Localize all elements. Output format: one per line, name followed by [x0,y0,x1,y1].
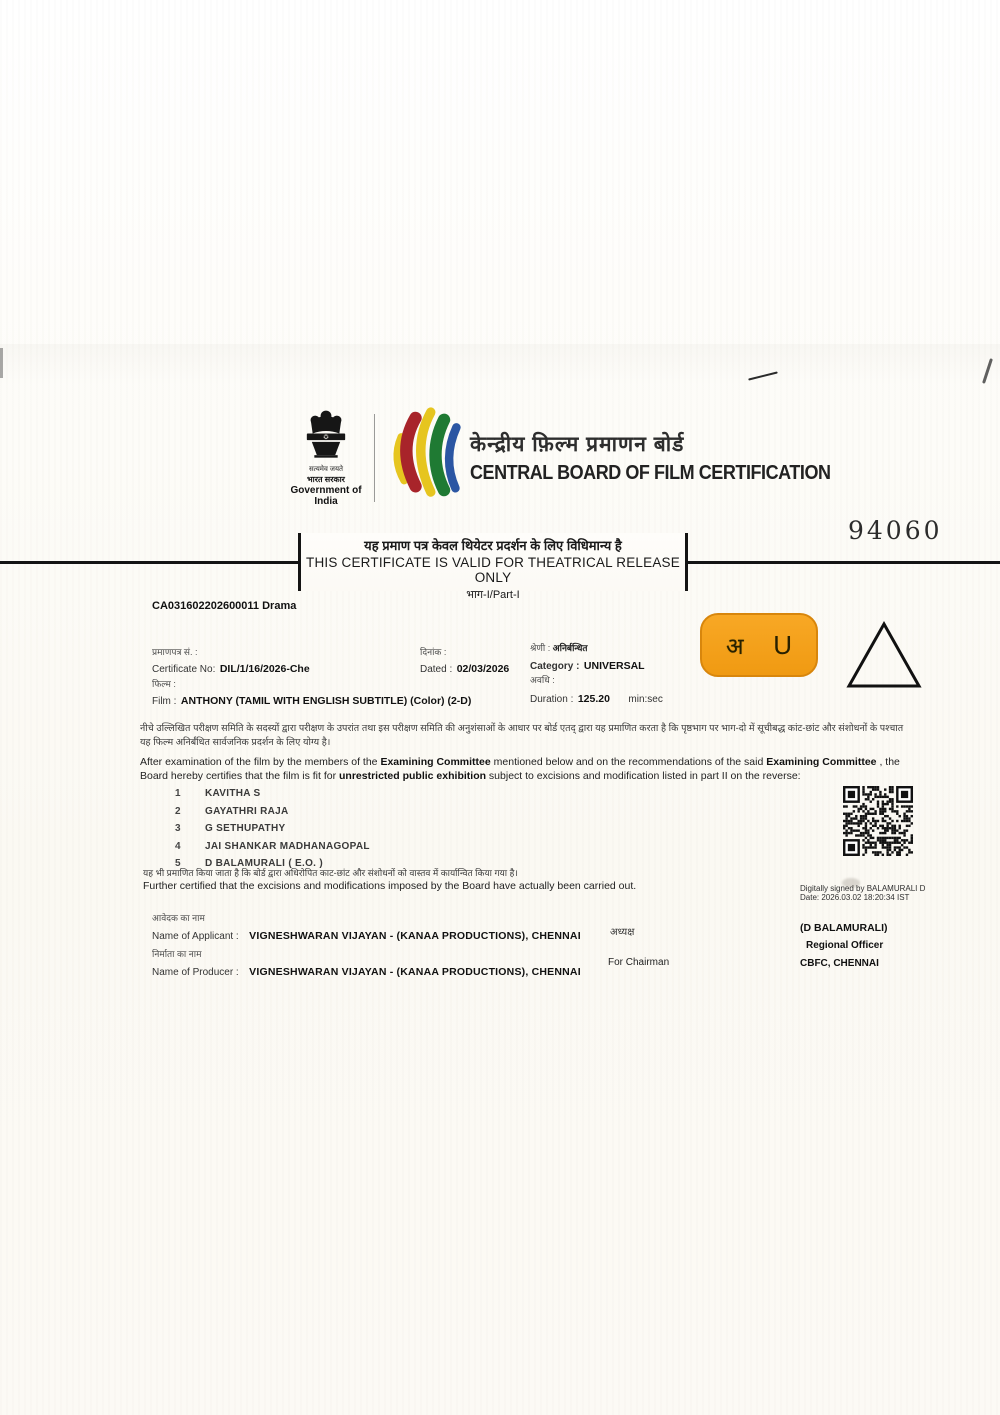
category-label-hindi: श्रेणी : अनिर्बन्धित [530,643,588,653]
part-label: भाग-I/Part-I [466,589,520,601]
category-label: Category : [530,661,580,672]
duration-label: Duration : [530,694,574,705]
scan-edge-mark [0,348,3,378]
rating-english-letter: U [773,629,792,660]
validity-box [298,533,688,601]
rating-badge [700,613,818,677]
committee-member-row: 1 KAVITHA S [175,788,261,799]
triangle-mark-icon [845,620,923,695]
dated-row [420,659,509,677]
cbfc-logo-icon [388,404,464,509]
producer-value: VIGNESHWARAN VIJAYAN - (KANAA PRODUCTIONS), CHENNAI [249,966,581,978]
carried-out-hindi: यह भी प्रमाणित किया जाता है कि बोर्ड द्वारा अधिरोपित काट-छांट और संशोधनों को वास्तव में कार्यान्वित किया गया है। [143,868,518,878]
applicant-row [152,926,581,944]
reference-number: CA031602202600011 Drama [152,600,297,612]
category-row [530,656,645,674]
dated-label-hindi: दिनांक : [420,647,447,657]
chairman-label-hindi: अध्यक्ष [610,927,635,938]
certification-paragraph-english: After examination of the film by the members of the Examining Committee mentioned below and on the recommendations of the said Examining Committee , the Board hereby certifies that the film is fit for unrestricted public exhibition subject to excisions and modification listed in part II on the reverse: [140,756,900,782]
applicant-label-hindi: आवेदक का नाम [152,913,205,923]
applicant-value: VIGNESHWARAN VIJAYAN - (KANAA PRODUCTIONS), CHENNAI [249,930,581,942]
certification-paragraph-hindi: नीचे उल्लिखित परीक्षण समिति के सदस्यों द्वारा परीक्षण के उपरांत तथा इस परीक्षण समिति की अनुशंसाओं के आधार पर बोर्ड एतद् द्वारा यह प्रमाणित करता है कि पृष्ठभाग पर भाग-दो में सूचीबद्ध कांट-छांट और संशोधनों के पश्चात यह फिल्म अनिर्बंधित सार्वजनिक प्रदर्शन के लिए योग्य है। [140,723,904,748]
dated-label: Dated : [420,664,453,675]
officer-name: (D BALAMURALI) [800,922,888,934]
duration-unit: min:sec [628,694,663,705]
committee-member-list [175,788,370,876]
validity-line-hindi: यह प्रमाण पत्र केवल थियेटर प्रदर्शन के लिए विधिमान्य है [364,538,622,553]
film-row [152,691,471,709]
government-emblem-block [283,408,369,507]
carried-out-english: Further certified that the excisions and modifications imposed by the Board have actually been carried out. [143,880,637,892]
validity-line-english: THIS CERTIFICATE IS VALID FOR THEATRICAL RELEASE ONLY [306,555,680,585]
certificate-no-value: DIL/1/16/2026-Che [219,663,310,675]
film-label-hindi: फिल्म : [152,679,176,689]
category-value: UNIVERSAL [583,660,645,672]
film-value: ANTHONY (TAMIL WITH ENGLISH SUBTITLE) (Color) (2-D) [180,695,472,707]
duration-label-hindi: अवधि : [530,675,555,685]
certificate-no-label: Certificate No: [152,664,216,675]
category-value-hindi: अनिर्बन्धित [552,643,588,653]
digital-signature-text: Digitally signed by BALAMURALI D Date: 2026.03.02 18:20:34 IST [800,884,926,902]
duration-value: 125.20 [577,693,610,705]
producer-row [152,962,581,980]
qr-code [843,786,913,856]
producer-label: Name of Producer : [152,967,239,978]
dated-value: 02/03/2026 [456,663,510,675]
chairman-label-english: For Chairman [608,957,670,968]
header-divider [374,414,375,502]
applicant-label: Name of Applicant : [152,931,239,942]
committee-member-row: 2 GAYATHRI RAJA [175,805,289,817]
govt-of-india-hindi: भारत सरकार [307,475,345,484]
scan-crease [0,344,1000,384]
certificate-no-row [152,659,310,677]
duration-row [530,689,663,707]
board-name-english: CENTRAL BOARD OF FILM CERTIFICATION [470,462,831,484]
committee-member-row: 3 G SETHUPATHY [175,823,286,834]
committee-member-row: 4 JAI SHANKAR MADHANAGOPAL [175,840,370,852]
officer-office: CBFC, CHENNAI [800,958,879,969]
board-name-hindi: केन्द्रीय फ़िल्म प्रमाणन बोर्ड [470,433,685,456]
film-label: Film : [152,696,177,707]
rating-hindi-letter: अ [726,633,744,659]
certificate-serial-number: 94060 [848,516,943,545]
committee-member-row: 5 D BALAMURALI ( E.O. ) [175,858,323,869]
emblem-motto: सत्यमेव जयते [308,466,344,473]
certificate-no-label-hindi: प्रमाणपत्र सं. : [152,647,198,657]
govt-of-india-english: Government of India [290,485,362,507]
board-name-block [470,430,871,485]
officer-title: Regional Officer [806,940,884,951]
producer-label-hindi: निर्माता का नाम [152,949,202,959]
ashoka-emblem-icon [301,408,351,464]
